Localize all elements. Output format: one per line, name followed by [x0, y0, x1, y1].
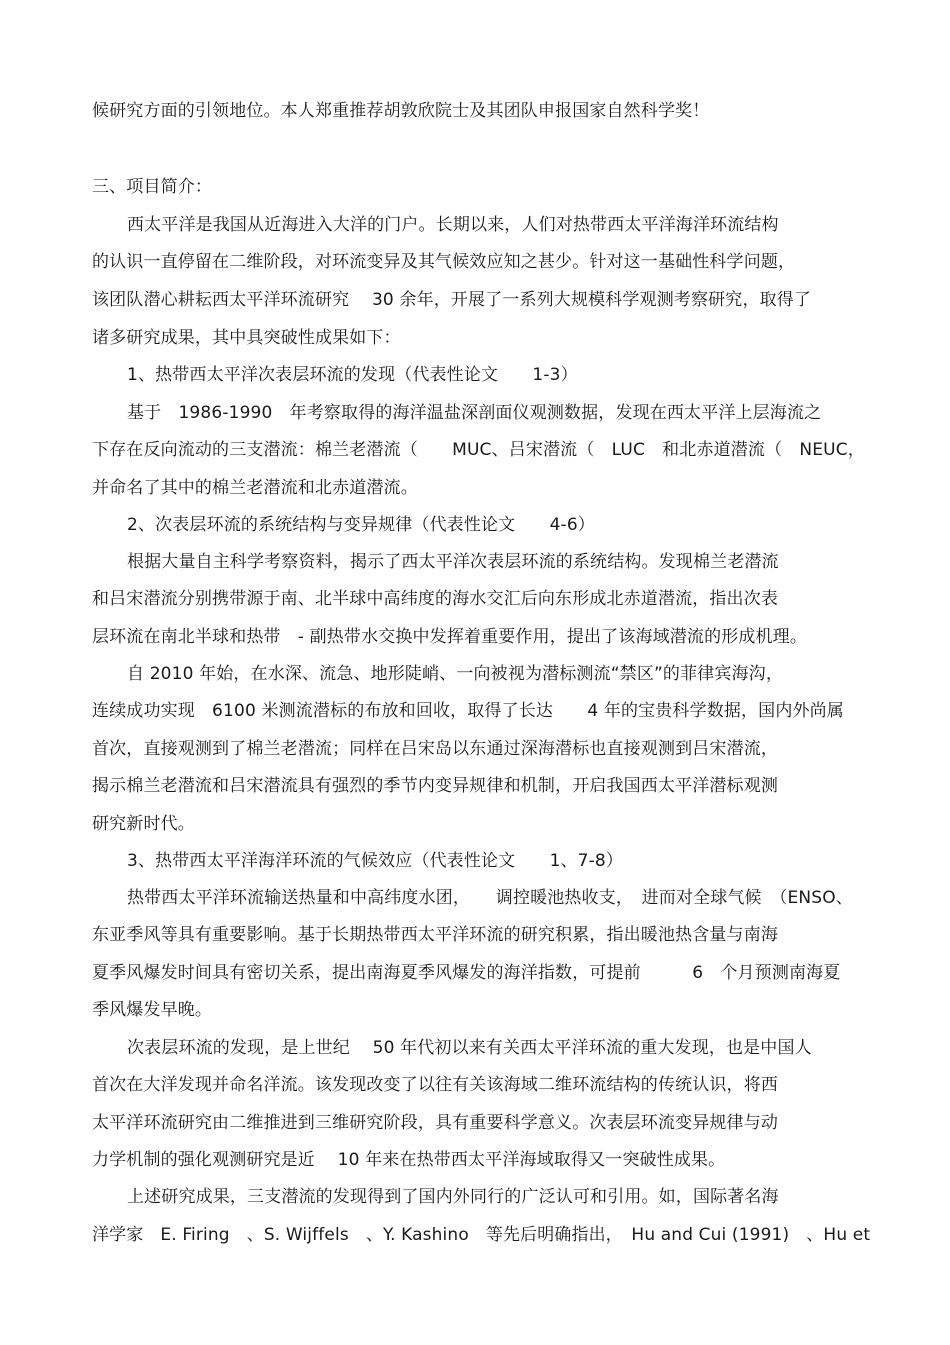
paragraph-line: 揭示棉兰老潜流和吕宋潜流具有强烈的季节内变异规律和机制，开启我国西太平洋潜标观测	[92, 776, 778, 796]
paragraph-line: 洋学家 E. Firing 、S. Wijffels 、Y. Kashino 等先后明确指出， Hu and Cui (1991) 、Hu et	[92, 1225, 871, 1245]
section-heading: 三、项目简介：	[92, 177, 213, 197]
paragraph-line: 首次，直接观测到了棉兰老潜流；同样在吕宋岛以东通过深海潜标也直接观测到吕宋潜流，	[92, 739, 778, 759]
paragraph-line: 连续成功实现 6100 米测流潜标的布放和回收，取得了长达 4 年的宝贵科学数据，国内外尚属	[92, 701, 844, 721]
paragraph-line: 和吕宋潜流分别携带源于南、北半球中高纬度的海水交汇后向东形成北赤道潜流，指出次表	[92, 589, 778, 609]
paragraph-line: 候研究方面的引领地位。本人郑重推荐胡敦欣院士及其团队申报国家自然科学奖！	[92, 101, 710, 121]
subsection-heading: 2、次表层环流的系统结构与变异规律（代表性论文 4-6）	[127, 515, 595, 535]
paragraph-line: 自 2010 年始，在水深、流急、地形陡峭、一向被视为潜标测流“禁区”的菲律宾海沟，	[127, 664, 783, 684]
paragraph-line: 西太平洋是我国从近海进入大洋的门户。长期以来，人们对热带西太平洋海洋环流结构	[127, 215, 779, 235]
paragraph-line: 热带西太平洋环流输送热量和中高纬度水团， 调控暖池热收支， 进而对全球气候 （ENSO、	[127, 888, 853, 908]
subsection-heading: 3、热带西太平洋海洋环流的气候效应（代表性论文 1、7-8）	[127, 851, 624, 871]
paragraph-line: 诸多研究成果，其中具突破性成果如下：	[92, 328, 401, 348]
paragraph-line: 层环流在南北半球和热带 - 副热带水交换中发挥着重要作用，提出了该海域潜流的形成机理。	[92, 627, 807, 647]
paragraph-line: 首次在大洋发现并命名洋流。该发现改变了以往有关该海域二维环流结构的传统认识，将西	[92, 1075, 778, 1095]
paragraph-line: 下存在反向流动的三支潜流：棉兰老潜流（ MUC、吕宋潜流（ LUC 和北赤道潜流（ NEUC，	[92, 440, 865, 460]
paragraph-line: 基于 1986-1990 年考察取得的海洋温盐深剖面仪观测数据，发现在西太平洋上层海流之	[127, 403, 822, 423]
paragraph-line: 的认识一直停留在二维阶段，对环流变异及其气候效应知之甚少。针对这一基础性科学问题，	[92, 252, 796, 272]
paragraph-line: 太平洋环流研究由二维推进到三维研究阶段，具有重要科学意义。次表层环流变异规律与动	[92, 1113, 778, 1133]
paragraph-line: 研究新时代。	[92, 814, 195, 834]
paragraph-line: 根据大量自主科学考察资料，揭示了西太平洋次表层环流的系统结构。发现棉兰老潜流	[127, 552, 779, 572]
paragraph-line: 东亚季风等具有重要影响。基于长期热带西太平洋环流的研究积累，指出暖池热含量与南海	[92, 925, 778, 945]
paragraph-line: 次表层环流的发现，是上世纪 50 年代初以来有关西太平洋环流的重大发现，也是中国人	[127, 1038, 812, 1058]
paragraph-line: 力学机制的强化观测研究是近 10 年来在热带西太平洋海域取得又一突破性成果。	[92, 1150, 726, 1170]
subsection-heading: 1、热带西太平洋次表层环流的发现（代表性论文 1-3）	[127, 365, 578, 385]
paragraph-line: 夏季风爆发时间具有密切关系，提出南海夏季风爆发的海洋指数，可提前 6 个月预测南海夏	[92, 963, 841, 983]
paragraph-line: 季风爆发早晚。	[92, 1000, 213, 1020]
paragraph-line: 该团队潜心耕耘西太平洋环流研究 30 余年，开展了一系列大规模科学观测考察研究，取得了	[92, 290, 812, 310]
paragraph-line: 并命名了其中的棉兰老潜流和北赤道潜流。	[92, 478, 418, 498]
paragraph-line: 上述研究成果，三支潜流的发现得到了国内外同行的广泛认可和引用。如，国际著名海	[127, 1187, 779, 1207]
